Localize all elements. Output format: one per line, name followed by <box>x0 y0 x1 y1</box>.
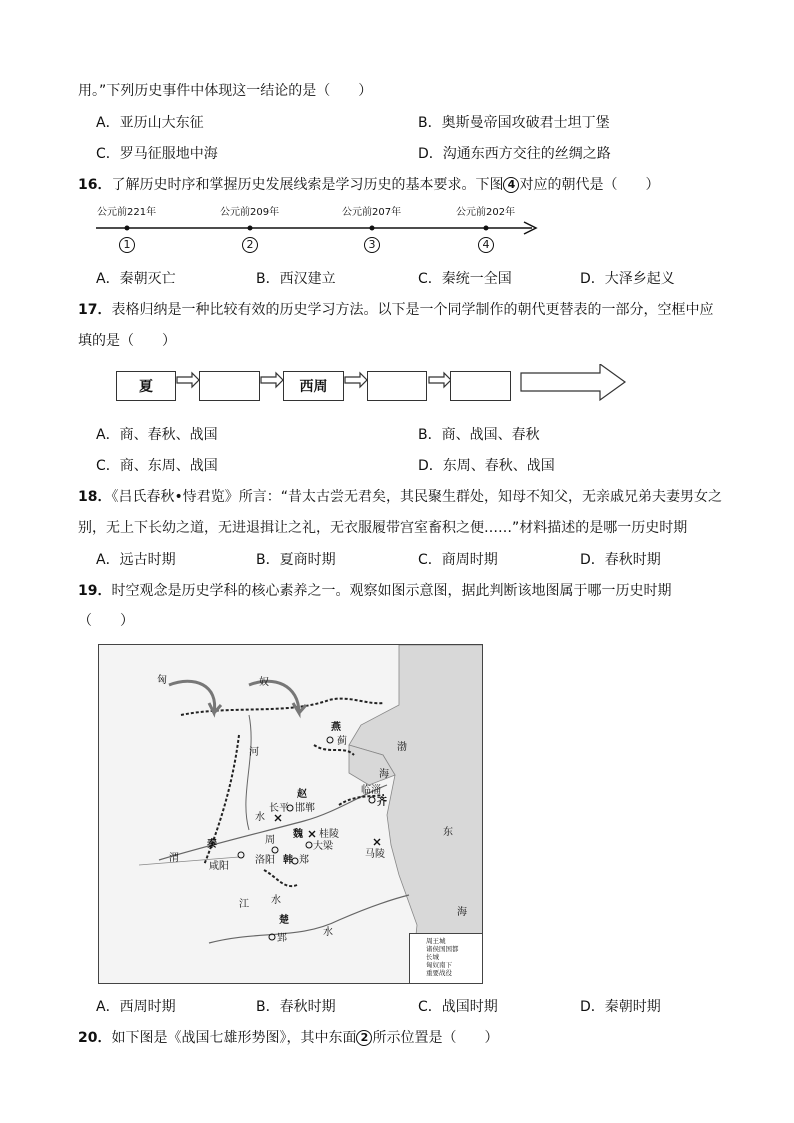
timeline-date-label: 公元前202年 <box>456 207 516 218</box>
warring-states-map <box>98 644 483 984</box>
q19-stem-line2: （ ） <box>78 613 134 629</box>
q17-blank-box-2[interactable] <box>367 371 427 401</box>
ji-marker <box>327 737 333 743</box>
river-bend <box>246 715 251 830</box>
q17-option-a[interactable]: A．商、春秋、战国 <box>96 427 218 443</box>
q19-option-b[interactable]: B．春秋时期 <box>256 999 336 1015</box>
svg-text:赵: 赵 <box>297 789 307 800</box>
q17-option-d[interactable]: D．东周、春秋、战国 <box>418 458 555 474</box>
svg-text:秦: 秦 <box>207 839 217 850</box>
svg-text:咸阳: 咸阳 <box>209 861 229 872</box>
svg-text:郢: 郢 <box>277 933 287 944</box>
map-legend <box>409 933 483 984</box>
q17-blank-box-1[interactable] <box>199 371 260 401</box>
q15-stem: 用。”下列历史事件中体现这一结论的是（ ） <box>78 83 373 99</box>
svg-text:海: 海 <box>379 769 389 780</box>
timeline-date-label: 公元前207年 <box>342 207 402 218</box>
timeline-circled-number-icon: 2 <box>242 237 258 253</box>
circled-number-icon: 2 <box>356 1030 372 1046</box>
svg-text:楚: 楚 <box>279 915 289 926</box>
linzi-marker <box>369 797 375 803</box>
svg-text:韩: 韩 <box>283 855 293 866</box>
q19-option-d[interactable]: D．秦朝时期 <box>580 999 661 1015</box>
svg-text:齐: 齐 <box>377 797 387 808</box>
svg-text:江: 江 <box>239 899 249 910</box>
q17-stem-line2: 填的是（ ） <box>78 333 176 349</box>
great-wall-yan <box>314 745 354 755</box>
q18-option-a[interactable]: A．远古时期 <box>96 552 176 568</box>
q19-option-a[interactable]: A．西周时期 <box>96 999 176 1015</box>
circled-number-icon: 4 <box>503 177 519 193</box>
daliang-marker <box>306 842 312 848</box>
legend-capital: 诸侯国国都 <box>426 945 459 953</box>
timeline-date-label: 公元前221年 <box>97 207 157 218</box>
svg-text:奴: 奴 <box>259 677 269 688</box>
q17-box-xia: 夏 <box>116 371 176 401</box>
great-wall-wei <box>264 870 297 886</box>
svg-text:渭: 渭 <box>169 853 179 864</box>
battle-maling-icon <box>374 839 380 845</box>
timeline-circled-number-icon: 3 <box>364 237 380 253</box>
timeline-point <box>484 226 489 231</box>
q16-option-b[interactable]: B．西汉建立 <box>256 271 336 287</box>
svg-text:水: 水 <box>271 895 281 906</box>
timeline-date-label: 公元前209年 <box>220 207 280 218</box>
q16-option-c[interactable]: C．秦统一全国 <box>418 271 512 287</box>
battle-guiling-icon <box>309 831 315 837</box>
q18-stem-line1: 18．《吕氏春秋•恃君览》所言：“昔太古尝无君矣，其民聚生群处，知母不知父，无亲戚兄弟夫妻男女之 <box>78 489 722 505</box>
svg-text:大梁: 大梁 <box>313 841 333 852</box>
timeline-point <box>125 226 130 231</box>
svg-text:魏: 魏 <box>293 829 303 840</box>
svg-text:海: 海 <box>457 907 467 918</box>
legend-battle: 重要战役 <box>426 969 452 977</box>
svg-text:渤: 渤 <box>397 742 407 753</box>
svg-text:洛阳: 洛阳 <box>255 855 275 866</box>
svg-text:水: 水 <box>323 927 333 938</box>
q18-option-c[interactable]: C．商周时期 <box>418 552 498 568</box>
svg-text:蓟: 蓟 <box>337 736 347 747</box>
legend-xiongnu: 匈奴南下 <box>426 961 452 969</box>
q16-option-d[interactable]: D．大泽乡起义 <box>580 271 675 287</box>
yellow-river <box>159 785 387 860</box>
legend-great-wall: 长城 <box>426 953 439 961</box>
svg-text:燕: 燕 <box>331 722 341 733</box>
timeline-circled-number-icon: 4 <box>478 237 494 253</box>
q15-option-d[interactable]: D．沟通东西方交往的丝绸之路 <box>418 146 611 162</box>
svg-text:长平: 长平 <box>269 803 289 814</box>
battle-changping-icon <box>275 815 281 821</box>
q16-stem: 16．了解历史时序和掌握历史发展线索是学习历史的基本要求。下图 4 对应的朝代是（ ） <box>78 177 660 193</box>
svg-text:匈: 匈 <box>157 675 167 686</box>
q15-option-b[interactable]: B．奥斯曼帝国攻破君士坦丁堡 <box>418 115 610 131</box>
svg-text:周: 周 <box>265 835 275 846</box>
svg-text:河: 河 <box>249 747 259 758</box>
svg-text:桂陵: 桂陵 <box>319 829 339 840</box>
svg-text:东: 东 <box>443 827 453 838</box>
q16-option-a[interactable]: A．秦朝灭亡 <box>96 271 176 287</box>
q18-option-b[interactable]: B．夏商时期 <box>256 552 336 568</box>
svg-text:马陵: 马陵 <box>365 849 385 860</box>
q17-box-xizhou: 西周 <box>283 371 344 401</box>
q15-option-c[interactable]: C．罗马征服地中海 <box>96 146 218 162</box>
q18-option-d[interactable]: D．春秋时期 <box>580 552 661 568</box>
svg-text:郑: 郑 <box>299 855 309 866</box>
q20-stem: 20．如下图是《战国七雄形势图》，其中东面 2 所示位置是（ ） <box>78 1030 499 1046</box>
q17-blank-box-3[interactable] <box>450 371 511 401</box>
timeline-circled-number-icon: 1 <box>119 237 135 253</box>
luoyang-marker <box>272 847 278 853</box>
q18-stem-line2: 别，无上下长幼之道，无进退揖让之礼，无衣服履带宫室畜积之便……”材料描述的是哪一历史时期 <box>78 520 688 536</box>
q17-stem-line1: 17．表格归纳是一种比较有效的历史学习方法。以下是一个同学制作的朝代更替表的一部分，空框中应 <box>78 302 714 318</box>
xianyang-marker <box>238 852 244 858</box>
svg-text:临淄: 临淄 <box>361 785 381 796</box>
q17-option-c[interactable]: C．商、东周、战国 <box>96 458 218 474</box>
q15-option-a[interactable]: A．亚历山大东征 <box>96 115 204 131</box>
q19-option-c[interactable]: C．战国时期 <box>418 999 498 1015</box>
svg-text:邯郸: 邯郸 <box>295 803 315 814</box>
xiongnu-arrow-1 <box>169 681 221 713</box>
timeline-point <box>370 226 375 231</box>
timeline-point <box>248 226 253 231</box>
q17-option-b[interactable]: B．商、战国、春秋 <box>418 427 540 443</box>
legend-royal-city: 周王城 <box>426 937 446 945</box>
q19-stem-line1: 19．时空观念是历史学科的核心素养之一。观察如图示意图，据此判断该地图属于哪一历史时期 <box>78 583 672 599</box>
svg-text:水: 水 <box>255 812 265 823</box>
